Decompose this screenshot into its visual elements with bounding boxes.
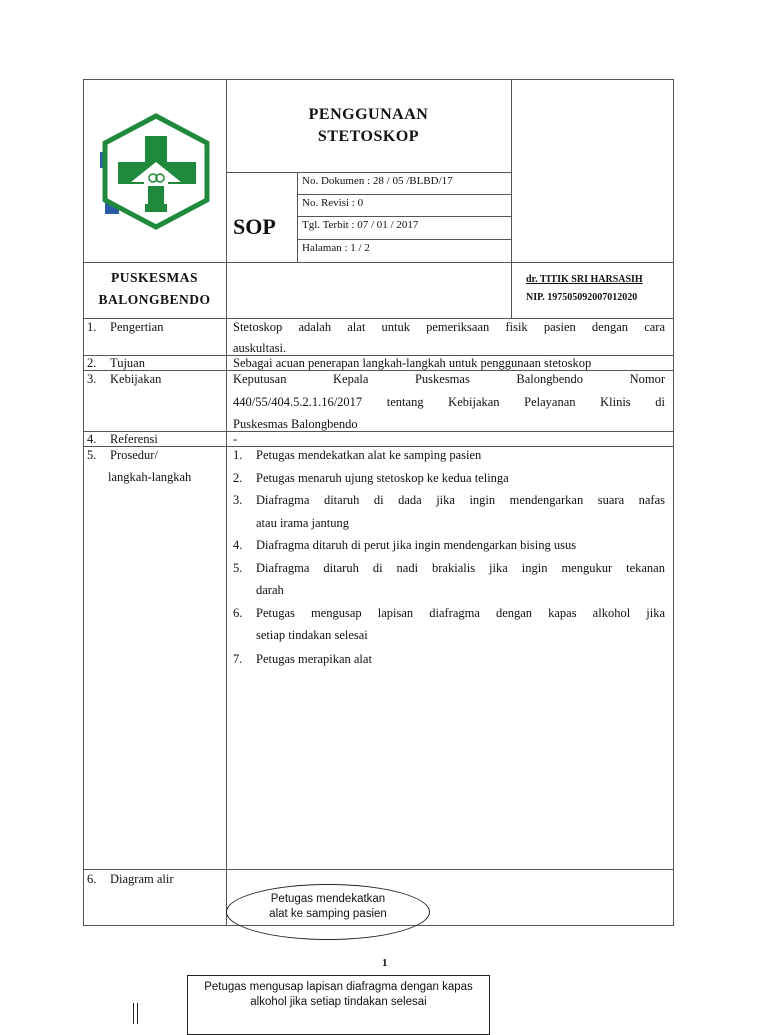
- signer-name: dr. TITIK SRI HARSASIH: [526, 274, 643, 285]
- flow-box-text-line1: Petugas mengusap lapisan diafragma dengan kapas: [204, 981, 473, 993]
- step-1-text: Petugas mendekatkan alat ke samping pasien: [256, 448, 482, 462]
- section-2-text: Sebagai acuan penerapan langkah-langkah untuk penggunaan stetoskop: [233, 356, 592, 370]
- section-4-number: 4.: [87, 432, 97, 446]
- section-5-number: 5.: [87, 448, 97, 462]
- step-3-text-line2: atau irama jantung: [256, 516, 350, 530]
- org-name-line1: PUSKESMAS: [110, 270, 199, 285]
- signer-nip: NIP. 197505092007012020: [526, 292, 638, 303]
- step-3-number: 3.: [233, 493, 243, 507]
- step-3-text-line1: Diafragma ditaruh di dada jika ingin mendengarkan suara nafas: [256, 493, 665, 507]
- flow-oval-text-line1: Petugas mendekatkan: [270, 893, 386, 905]
- section-3-number: 3.: [87, 372, 97, 386]
- section-5-label-line2: langkah-langkah: [108, 470, 192, 484]
- margin-mark: [137, 1003, 138, 1024]
- step-4-text: Diafragma ditaruh di perut jika ingin mendengarkan bising usus: [256, 538, 577, 552]
- section-4-label: Referensi: [110, 432, 158, 446]
- page-info: Halaman : 1 / 2: [302, 242, 370, 254]
- section-1-number: 1.: [87, 320, 97, 334]
- doc-number: No. Dokumen : 28 / 05 /BLBD/17: [302, 175, 453, 187]
- flow-box-text-line2: alkohol jika setiap tindakan selesai: [250, 996, 427, 1008]
- section-3-label: Kebijakan: [110, 372, 162, 386]
- flow-oval-text-line2: alat ke samping pasien: [269, 908, 387, 920]
- section-6-number: 6.: [87, 872, 97, 886]
- step-6-text-line2: setiap tindakan selesai: [256, 628, 368, 642]
- org-name-line2: BALONGBENDO: [98, 292, 211, 307]
- section-5-label-line1: Prosedur/: [110, 448, 158, 462]
- section-2-label: Tujuan: [110, 356, 145, 370]
- step-7-number: 7.: [233, 652, 243, 666]
- revision-number: No. Revisi : 0: [302, 197, 364, 209]
- step-1-number: 1.: [233, 448, 243, 462]
- step-6-number: 6.: [233, 606, 243, 620]
- step-5-text-line1: Diafragma ditaruh di nadi brakialis jika ingin mengukur tekanan: [256, 561, 665, 575]
- puskesmas-logo-icon: [97, 112, 215, 230]
- document-title-line1: PENGGUNAAN: [308, 106, 429, 123]
- step-2-text: Petugas menaruh ujung stetoskop ke kedua telinga: [256, 471, 509, 485]
- section-1-text-line2: auskultasi.: [233, 341, 287, 355]
- step-7-text: Petugas merapikan alat: [256, 652, 372, 666]
- step-6-text-line1: Petugas mengusap lapisan diafragma dengan kapas alkohol jika: [256, 606, 665, 620]
- section-3-text-line2: 440/55/404.5.2.1.16/2017 tentang Kebijakan Pelayanan Klinis di: [233, 395, 665, 409]
- step-4-number: 4.: [233, 538, 243, 552]
- document-title-line2: STETOSKOP: [317, 128, 420, 145]
- section-4-text: -: [233, 432, 238, 446]
- page-number: 1: [382, 957, 388, 969]
- sop-label: SOP: [233, 214, 276, 239]
- margin-mark: [133, 1003, 134, 1024]
- step-5-text-line2: darah: [256, 583, 284, 597]
- section-3-text-line3: Puskesmas Balongbendo: [233, 417, 358, 431]
- section-6-label: Diagram alir: [110, 872, 174, 886]
- section-1-text-line1: Stetoskop adalah alat untuk pemeriksaan fisik pasien dengan cara: [233, 320, 665, 334]
- step-2-number: 2.: [233, 471, 243, 485]
- step-5-number: 5.: [233, 561, 243, 575]
- section-2-number: 2.: [87, 356, 97, 370]
- issue-date: Tgl. Terbit : 07 / 01 / 2017: [302, 219, 419, 231]
- section-3-text-line1: Keputusan Kepala Puskesmas Balongbendo Nomor: [233, 372, 665, 386]
- section-1-label: Pengertian: [110, 320, 164, 334]
